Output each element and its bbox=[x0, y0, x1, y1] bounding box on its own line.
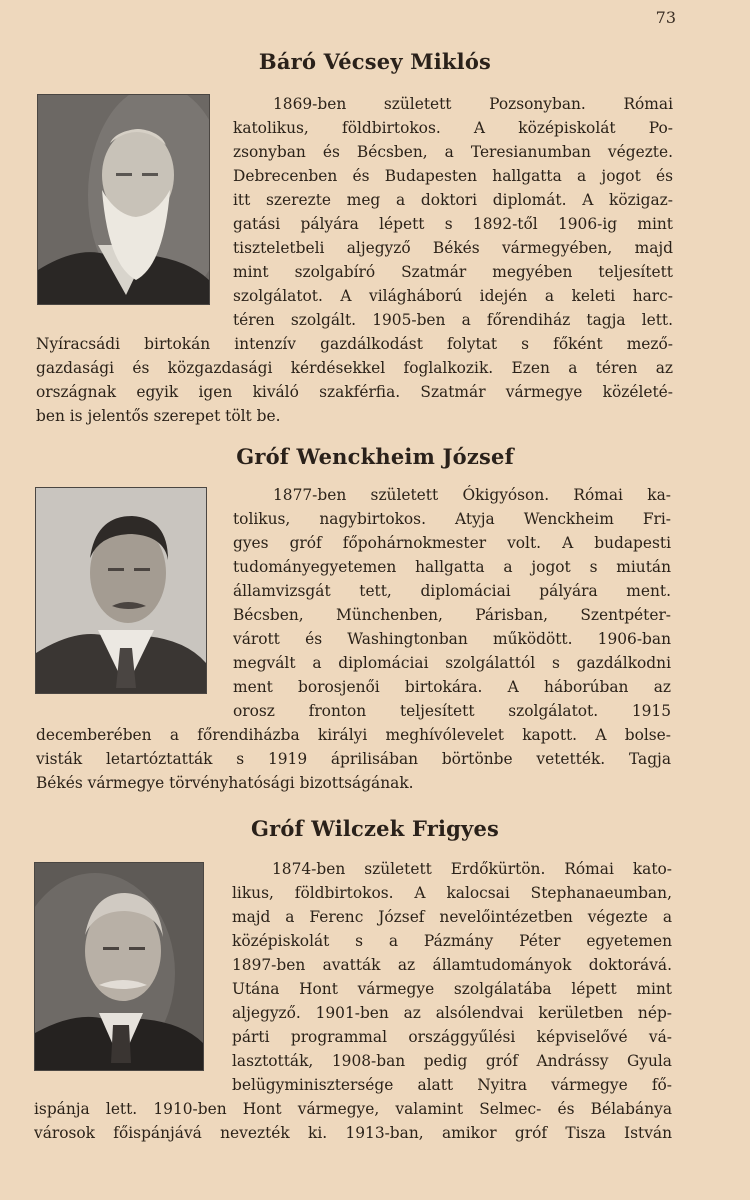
text-line: katolikus, földbirtokos. A középiskolát Po- bbox=[233, 119, 673, 137]
text-line: 1874-ben született Erdőkürtön. Római kato- bbox=[272, 860, 672, 878]
text-line: belügyminisztersége alatt Nyitra vármegye fő- bbox=[232, 1076, 672, 1094]
text-line: tudományegyetemen hallgatta a jogot s miután bbox=[233, 558, 671, 576]
text-line: likus, földbirtokos. A kalocsai Stephanaeumban, bbox=[232, 884, 672, 902]
text-line: államvizsgát tett, diplomáciai pályára ment. bbox=[233, 582, 671, 600]
text-line: szolgálatot. A világháború idején a keleti harc- bbox=[233, 287, 673, 305]
text-line: lasztották, 1908-ban pedig gróf Andrássy Gyula bbox=[232, 1052, 672, 1070]
text-line: téren szolgált. 1905-ben a főrendiház tagja lett. bbox=[233, 311, 673, 329]
text-line: Debrecenben és Budapesten hallgatta a jogot és bbox=[233, 167, 673, 185]
text-line: ispánja lett. 1910-ben Hont vármegye, valamint Selmec- és Bélabánya bbox=[34, 1100, 672, 1118]
text-line: 1869-ben született Pozsonyban. Római bbox=[273, 95, 673, 113]
text-line: aljegyző. 1901-ben az alsólendvai kerületben nép- bbox=[232, 1004, 672, 1022]
text-line: Bécsben, Münchenben, Párisban, Szentpéter- bbox=[233, 606, 671, 624]
text-line: országnak egyik igen kiváló szakférfia. Szatmár vármegye közéleté- bbox=[36, 383, 673, 401]
text-line: párti programmal országgyűlési képviselővé vá- bbox=[232, 1028, 672, 1046]
text-line: várott és Washingtonban működött. 1906-ban bbox=[233, 630, 671, 648]
text-line: itt szerezte meg a doktori diplomát. A közigaz- bbox=[233, 191, 673, 209]
text-line: gazdasági és közgazdasági kérdésekkel foglalkozik. Ezen a téren az bbox=[36, 359, 673, 377]
entry-title-vecsey: Báró Vécsey Miklós bbox=[258, 49, 492, 74]
page-number: 73 bbox=[655, 8, 676, 27]
text-line: középiskolát s a Pázmány Péter egyetemen bbox=[232, 932, 672, 950]
text-line: 1897-ben avatták az államtudományok doktorává. bbox=[232, 956, 672, 974]
text-line: mint szolgabíró Szatmár megyében teljesített bbox=[233, 263, 673, 281]
entry-title-wilczek: Gróf Wilczek Frigyes bbox=[250, 816, 500, 841]
portrait-wilczek bbox=[34, 862, 204, 1071]
portrait-vecsey bbox=[37, 94, 210, 305]
text-line: ben is jelentős szerepet tölt be. bbox=[36, 407, 281, 425]
text-line: zsonyban és Bécsben, a Teresianumban végezte. bbox=[233, 143, 673, 161]
text-line: majd a Ferenc József nevelőintézetben végezte a bbox=[232, 908, 672, 926]
text-line: ment borosjenői birtokára. A háborúban az bbox=[233, 678, 671, 696]
text-line: Utána Hont vármegye szolgálatába lépett mint bbox=[232, 980, 672, 998]
text-line: orosz fronton teljesített szolgálatot. 1915 bbox=[233, 702, 671, 720]
text-line: városok főispánjává nevezték ki. 1913-ban, amikor gróf Tisza István bbox=[34, 1124, 672, 1142]
text-line: 1877-ben született Ókigyóson. Római ka- bbox=[273, 486, 671, 504]
text-line: tolikus, nagybirtokos. Atyja Wenckheim Fri- bbox=[233, 510, 671, 528]
text-line: Békés vármegye törvényhatósági bizottságának. bbox=[36, 774, 414, 792]
portrait-wenckheim bbox=[35, 487, 207, 694]
entry-title-wenckheim: Gróf Wenckheim József bbox=[236, 444, 514, 469]
text-line: gyes gróf főpohárnokmester volt. A budapesti bbox=[233, 534, 671, 552]
text-line: gatási pályára lépett s 1892-től 1906-ig mint bbox=[233, 215, 673, 233]
text-line: megvált a diplomáciai szolgálattól s gazdálkodni bbox=[233, 654, 671, 672]
text-line: tiszteletbeli aljegyző Békés vármegyében, majd bbox=[233, 239, 673, 257]
text-line: visták letartóztatták s 1919 áprilisában börtönbe vetették. Tagja bbox=[36, 750, 671, 768]
text-line: Nyíracsádi birtokán intenzív gazdálkodást folytat s főként mező- bbox=[36, 335, 673, 353]
text-line: decemberében a főrendiházba királyi meghívólevelet kapott. A bolse- bbox=[36, 726, 671, 744]
